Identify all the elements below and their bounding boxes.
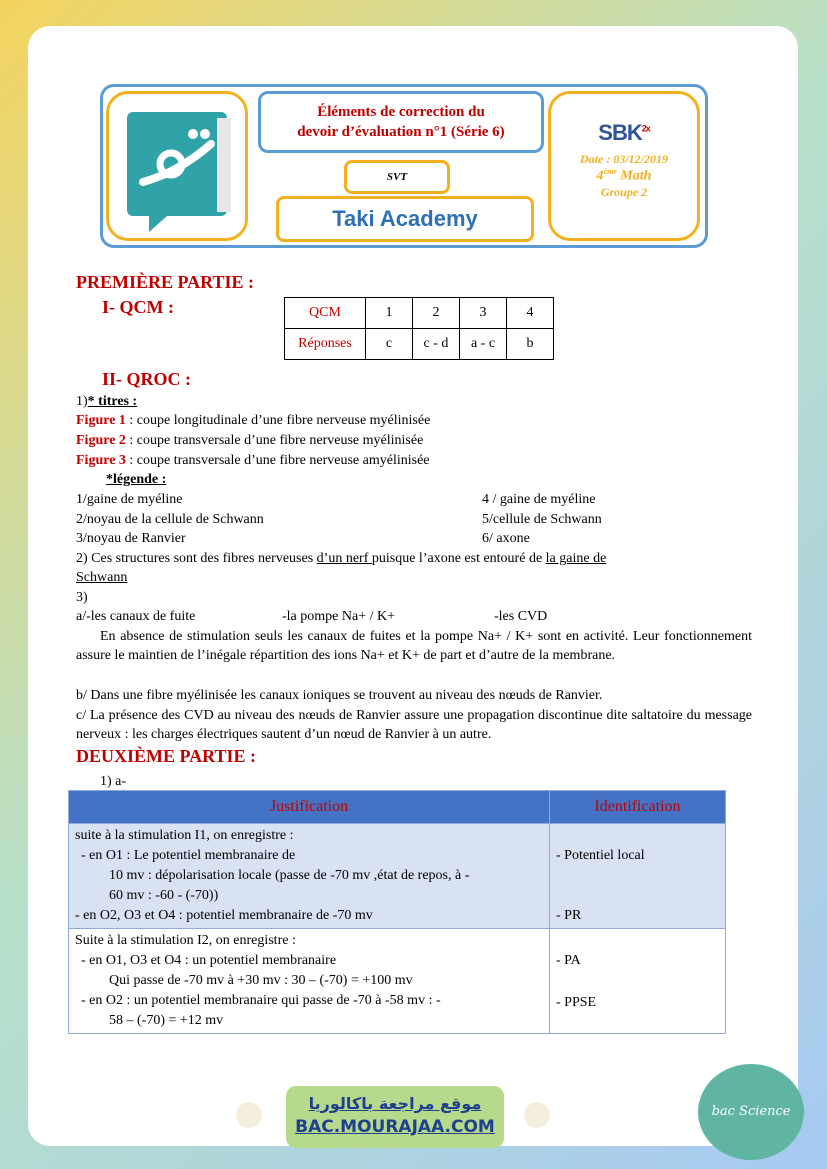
cell-line: - PA — [556, 953, 581, 968]
cell-line: Qui passe de -70 mv à +30 mv : 30 – (-70) = +100 mv — [109, 973, 413, 988]
qroc-title: II- QROC : — [102, 369, 191, 389]
figure-text: : coupe transversale d’une fibre nerveuse amyélinisée — [125, 453, 430, 468]
col-identification: Identification — [550, 791, 726, 824]
grade-num: 4 — [596, 168, 604, 184]
q3a-item: a/-les canaux de fuite — [76, 609, 196, 624]
legend-title: *légende : — [106, 472, 167, 487]
q1-num: 1) — [76, 394, 88, 409]
bac-science-badge: bac Science — [698, 1064, 804, 1160]
q2-text — [76, 549, 752, 587]
cell-line: - en O2 : un potentiel membranaire qui passe de -70 à -58 mv : - — [81, 993, 441, 1008]
qcm-row-label: QCM — [285, 298, 366, 329]
sbk-letters: SBK — [598, 120, 642, 145]
q3a-item: -les CVD — [494, 609, 548, 624]
q2-part: puisque l’axone est entouré de — [371, 551, 546, 566]
legend-item: 4 / gaine de myéline — [482, 492, 596, 507]
cell-line: - en O1 : Le potentiel membranaire de — [81, 848, 296, 863]
taki-logo-box — [106, 91, 248, 241]
q3-paragraph: En absence de stimulation seuls les canaux de fuites et la pompe Na+ / K+ sont en activité. Leur fonctionnement assure le maintien de l’inégale répartition des ions Na+ et K+ de part et d’autre de la membrane. — [76, 629, 752, 663]
q1-label: * titres : — [87, 394, 138, 409]
identification-cell — [550, 929, 726, 1034]
figure-label: Figure 2 — [76, 433, 126, 448]
qcm-answer: b — [507, 329, 554, 360]
flower-icon — [236, 1102, 262, 1128]
table-row — [69, 929, 726, 1034]
legend-item: 3/noyau de Ranvier — [76, 531, 186, 546]
q2-underlined: d’un nerf — [316, 551, 372, 566]
group-label: Groupe 2 — [600, 184, 648, 199]
cell-line: - en O1, O3 et O4 : un potentiel membranaire — [81, 953, 337, 968]
info-box — [548, 91, 700, 241]
justification-cell — [69, 824, 550, 929]
qcm-table — [284, 297, 554, 360]
q3b-text: b/ Dans une fibre myélinisée les canaux ioniques se trouvent au niveau des nœuds de Ranvier. — [76, 688, 603, 703]
grade-label — [551, 167, 697, 185]
legend-item: 5/cellule de Schwann — [482, 512, 602, 527]
cell-line: - Potentiel local — [556, 848, 645, 863]
qcm-answer: c — [366, 329, 413, 360]
table-row — [69, 824, 726, 929]
cell-line: suite à la stimulation I1, on enregistre : — [75, 828, 294, 843]
legend-item: 1/gaine de myéline — [76, 492, 183, 507]
identification-table — [68, 790, 726, 1034]
col-justification: Justification — [69, 791, 550, 824]
grade-text: Math — [620, 168, 652, 184]
qcm-number: 1 — [366, 298, 413, 329]
title-line-2: devoir d’évaluation n°1 (Série 6) — [297, 124, 505, 140]
cell-line: - PR — [556, 908, 582, 923]
figure-line — [76, 411, 430, 430]
qcm-number: 4 — [507, 298, 554, 329]
document-title — [258, 91, 544, 153]
cell-line: - PPSE — [556, 995, 597, 1010]
q2-underlined: la gaine de — [545, 551, 607, 566]
q2-underlined: Schwann — [76, 570, 128, 585]
footer-arabic: موقع مراجعة باكالوريا — [308, 1094, 482, 1113]
part2-q1: 1) a- — [100, 774, 127, 789]
figure-text: : coupe transversale d’une fibre nerveuse myélinisée — [125, 433, 424, 448]
cell-line: 58 – (-70) = +12 mv — [109, 1013, 224, 1028]
cell-line: 60 mv : -60 - (-70)) — [109, 888, 219, 903]
cell-line: Suite à la stimulation I2, on enregistre : — [75, 933, 296, 948]
cell-line: 10 mv : dépolarisation locale (passe de -70 mv ,état de repos, à - — [109, 868, 470, 883]
date-label: Date : 03/12/2019 — [580, 152, 668, 166]
q2-part: 2) Ces structures sont des fibres nerveuses — [76, 551, 317, 566]
footer-url[interactable]: BAC.MOURAJAA.COM — [295, 1117, 495, 1137]
qcm-resp-label: Réponses — [285, 329, 366, 360]
figure-line — [76, 451, 430, 470]
flower-icon — [524, 1102, 550, 1128]
q1-line — [76, 392, 137, 411]
grade-sup: ème — [603, 167, 617, 176]
figure-label: Figure 3 — [76, 453, 126, 468]
part2-title: DEUXIÈME PARTIE : — [76, 746, 257, 766]
cell-line: - en O2, O3 et O4 : potentiel membranaire de -70 mv — [75, 908, 373, 923]
q3a-item: -la pompe Na+ / K+ — [282, 609, 395, 624]
title-line-1: Éléments de correction du — [317, 104, 485, 120]
figure-label: Figure 1 — [76, 413, 126, 428]
qcm-number: 2 — [413, 298, 460, 329]
q3c-text: c/ La présence des CVD au niveau des nœuds de Ranvier assure une propagation discontinue dite saltatoire du message nerveux : les charges électriques sautent d’un nœud de Ranvier à un autre. — [76, 708, 752, 742]
qcm-answer: c - d — [413, 329, 460, 360]
sbk-logo — [551, 120, 697, 146]
figure-line — [76, 431, 423, 450]
qcm-title: I- QCM : — [102, 297, 174, 317]
taki-logo-icon — [109, 94, 245, 238]
qcm-number: 3 — [460, 298, 507, 329]
subject-label: SVT — [344, 160, 450, 194]
academy-name: Taki Academy — [276, 196, 534, 242]
footer-banner[interactable] — [286, 1086, 504, 1148]
q3-num: 3) — [76, 590, 88, 605]
legend-item: 2/noyau de la cellule de Schwann — [76, 512, 264, 527]
figure-text: : coupe longitudinale d’une fibre nerveuse myélinisée — [125, 413, 431, 428]
identification-cell — [550, 824, 726, 929]
sbk-suffix: 2x — [641, 123, 650, 134]
qcm-answer: a - c — [460, 329, 507, 360]
part1-title: PREMIÈRE PARTIE : — [76, 272, 255, 292]
legend-item: 6/ axone — [482, 531, 530, 546]
justification-cell — [69, 929, 550, 1034]
